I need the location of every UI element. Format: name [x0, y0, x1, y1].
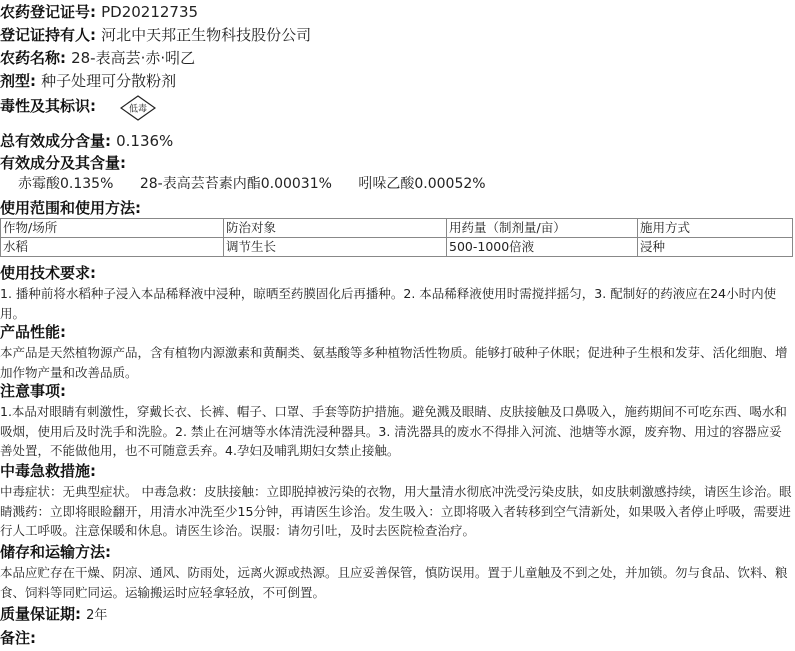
ingredient-1: 赤霉酸0.135% — [18, 176, 114, 192]
shelf-life-row — [0, 606, 107, 622]
toxicity-row — [0, 98, 96, 114]
storage-label: 储存和运输方法: — [0, 543, 111, 561]
name-value: 28-表高芸·赤·吲乙 — [71, 49, 196, 67]
remarks-label: 备注: — [0, 629, 36, 647]
ingredient-2: 28-表高芸苔素内酯0.00031% — [139, 176, 332, 192]
table-row — [1, 238, 793, 257]
usage-header-crop: 作物/场所 — [1, 219, 224, 238]
form-value: 种子处理可分散粉剂 — [41, 72, 177, 90]
performance-label: 产品性能: — [0, 323, 66, 341]
total-content-value: 0.136% — [116, 132, 174, 150]
tech-text: 1. 播种前将水稻种子浸入本品稀释液中浸种，晾晒至药膜固化后再播种。2. 本品稀释液使用时需搅拌摇匀，3. 配制好的药液应在24小时内使用。 — [0, 286, 777, 321]
first-aid-row — [0, 463, 96, 479]
tech-row — [0, 265, 96, 281]
storage-text: 本品应贮存在干燥、阴凉、通风、防雨处，远离火源或热源。且应妥善保管，慎防误用。置于儿童触及不到之处，并加锁。勿与食品、饮料、粮食、饲料等同贮同运。运输搬运时应轻拿轻放，不可倒置。 — [0, 565, 788, 600]
first-aid-label: 中毒急救措施: — [0, 462, 96, 480]
form-row — [0, 73, 176, 89]
ingredients-label: 有效成分及其含量: — [0, 154, 126, 172]
usage-cell-crop: 水稻 — [1, 238, 224, 257]
cautions-row — [0, 383, 66, 399]
usage-cell-dosage: 500-1000倍液 — [447, 238, 638, 257]
name-label: 农药名称: — [0, 49, 66, 67]
holder-row — [0, 27, 311, 43]
usage-cell-method: 浸种 — [638, 238, 793, 257]
usage-cell-target: 调节生长 — [224, 238, 447, 257]
reg-no-label: 农药登记证号: — [0, 3, 96, 21]
form-label: 剂型: — [0, 72, 36, 90]
remarks-row — [0, 630, 36, 646]
ingredients-list — [18, 177, 486, 191]
low-toxicity-badge-text: 低毒 — [128, 104, 148, 115]
usage-header-method: 施用方式 — [638, 219, 793, 238]
usage-header-dosage: 用药量（制剂量/亩） — [447, 219, 638, 238]
reg-no-row — [0, 4, 198, 20]
shelf-life-label: 质量保证期: — [0, 605, 81, 623]
shelf-life-value: 2年 — [86, 608, 108, 623]
tech-label: 使用技术要求: — [0, 264, 96, 282]
name-row — [0, 50, 195, 66]
cautions-text: 1.本品对眼睛有刺激性，穿戴长衣、长裤、帽子、口罩、手套等防护措施。避免溅及眼睛、皮肤接触及口鼻吸入，施药期间不可吃东西、喝水和吸烟，使用后及时洗手和洗脸。2. 禁止在河塘等水体清洗浸种器具。3. 清洗器具的废水不得排入河流、池塘等水源，废弃物、用过的容器应妥善处置，不能做他用，也不可随意丢弃。4.孕妇及哺乳期妇女禁止接触。 — [0, 404, 787, 458]
performance-row — [0, 324, 66, 340]
total-content-row — [0, 133, 173, 149]
toxicity-label: 毒性及其标识: — [0, 97, 96, 115]
first-aid-text: 中毒症状：无典型症状。 中毒急救：皮肤接触：立即脱掉被污染的衣物，用大量清水彻底冲洗受污染皮肤，如皮肤刺激感持续，请医生诊治。眼睛溅药：立即将眼睑翻开，用清水冲洗至少15分钟，再请医生诊治。发生吸入：立即将吸入者转移到空气清新处，如果吸入者停止呼吸，需要进行人工呼吸。注意保暖和休息。请医生诊治。误服：请勿引吐，及时去医院检查治疗。 — [0, 484, 792, 538]
usage-table — [0, 218, 793, 257]
holder-label: 登记证持有人: — [0, 26, 96, 44]
storage-row — [0, 544, 111, 560]
performance-text: 本产品是天然植物源产品，含有植物内源激素和黄酮类、氨基酸等多种植物活性物质。能够打破种子休眠；促进种子生根和发芽、活化细胞、增加作物产量和改善品质。 — [0, 345, 788, 380]
ingredient-3: 吲哚乙酸0.00052% — [358, 176, 486, 192]
cautions-label: 注意事项: — [0, 382, 66, 400]
usage-header-target: 防治对象 — [224, 219, 447, 238]
ingredients-row — [0, 155, 126, 171]
reg-no-value: PD20212735 — [101, 3, 199, 21]
usage-label: 使用范围和使用方法: — [0, 199, 141, 217]
low-toxicity-badge-icon — [120, 95, 156, 121]
usage-table-header — [1, 219, 793, 238]
holder-value: 河北中天邦正生物科技股份公司 — [101, 26, 312, 44]
usage-row — [0, 200, 141, 216]
total-content-label: 总有效成分含量: — [0, 132, 111, 150]
